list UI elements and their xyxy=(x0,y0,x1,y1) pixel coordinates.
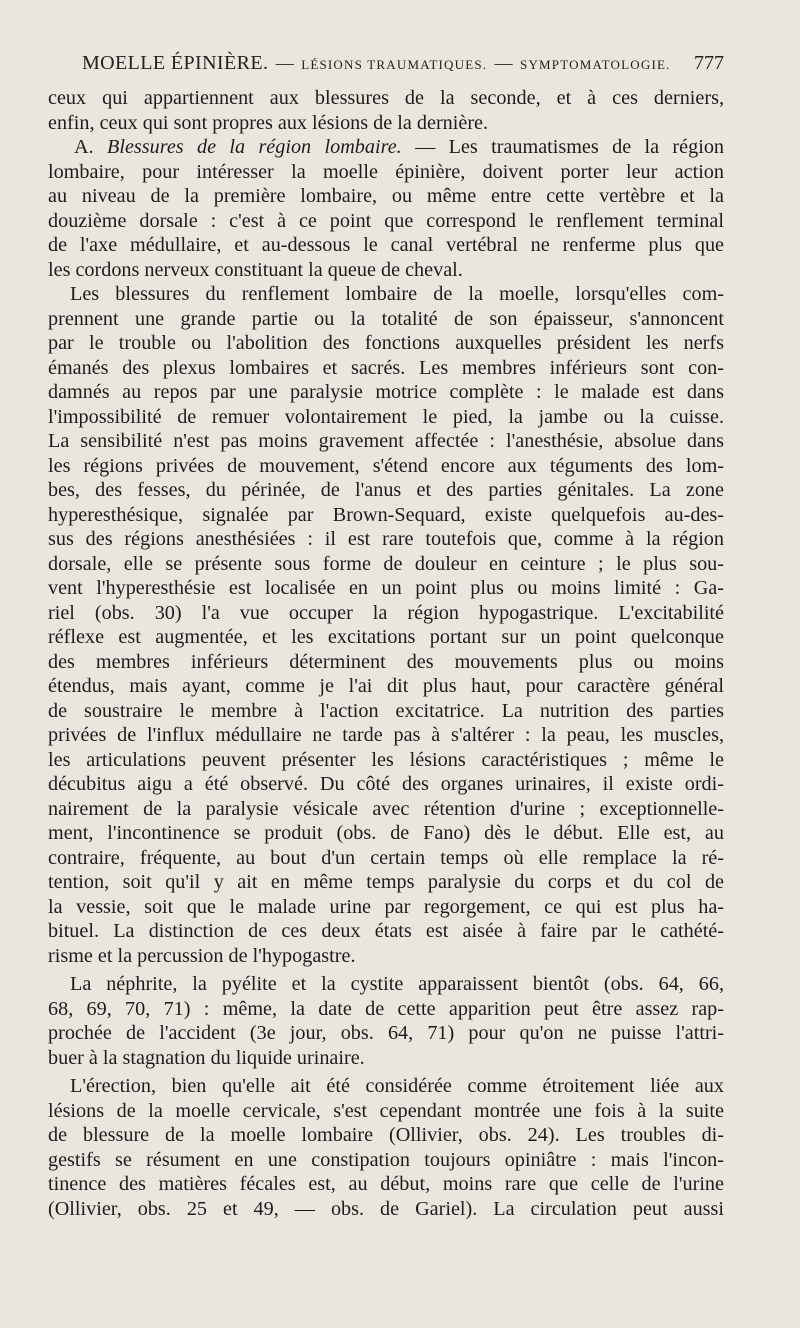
text-line: de l'axe médullaire, et au-dessous le canal vertébral ne renferme plus que xyxy=(48,234,724,256)
text-line: riel (obs. 30) l'a vue occuper la région hypogastrique. L'excitabilité xyxy=(48,601,724,624)
text-line: damnés au repos par une paralysie motrice complète : le malade est dans xyxy=(48,381,724,403)
text-line: 68, 69, 70, 71) : même, la date de cette apparition peut être assez rap- xyxy=(48,997,724,1020)
text-line: La sensibilité n'est pas moins gravement affectée : l'anesthésie, absolue dans xyxy=(48,430,724,452)
text-line: étendus, mais ayant, comme je l'ai dit plus haut, pour caractère général xyxy=(48,675,724,697)
running-head-subsection: SYMPTOMATOLOGIE. xyxy=(520,57,671,72)
text-line: (Ollivier, obs. 25 et 49, — obs. de Gariel). La circulation peut aussi xyxy=(48,1197,724,1220)
text-line: gestifs se résument en une constipation toujours opiniâtre : mais l'incon- xyxy=(48,1148,724,1171)
paragraph-1 xyxy=(48,86,724,135)
text-line: décubitus aigu a été observé. Du côté des organes urinaires, il existe ordi- xyxy=(48,773,724,795)
paragraph-3 xyxy=(48,282,724,968)
text-line: tention, soit qu'il y ait en même temps paralysie du corps et du col de xyxy=(48,871,724,893)
text-line: l'impossibilité de remuer volontairement le pied, la jambe ou la cuisse. xyxy=(48,405,724,428)
text-line: La néphrite, la pyélite et la cystite apparaissent bientôt (obs. 64, 66, xyxy=(70,973,724,995)
text-line: douzième dorsale : c'est à ce point que correspond le renflement terminal xyxy=(48,209,724,232)
body-text xyxy=(48,86,724,1221)
text-line: les cordons nerveux constituant la queue de cheval. xyxy=(48,258,463,281)
text-line: privées de l'influx médullaire ne tarde pas à s'altérer : la peau, les muscles, xyxy=(48,724,724,746)
text-line: sus des régions anesthésiées : il est rare toutefois que, comme à la région xyxy=(48,528,724,550)
text-line: réflexe est augmentée, et les excitations portant sur un point quelconque xyxy=(48,626,724,648)
text-line: dorsale, elle se présente sous forme de douleur en ceinture ; le plus sou- xyxy=(48,552,724,575)
section-first-line-text: — Les traumatismes de la région xyxy=(415,136,724,158)
text-line: Les blessures du renflement lombaire de la moelle, lorsqu'elles com- xyxy=(70,283,724,305)
section-a-first-line xyxy=(48,135,724,160)
text-line: la vessie, soit que le malade urine par regorgement, ce qui est plus ha- xyxy=(48,895,724,918)
text-line: buer à la stagnation du liquide urinaire. xyxy=(48,1046,365,1069)
running-head-section: LÉSIONS TRAUMATIQUES. xyxy=(301,57,488,72)
text-line: enfin, ceux qui sont propres aux lésions de la dernière. xyxy=(48,111,489,134)
running-head-dash-1: — xyxy=(275,53,294,73)
text-line: par le trouble ou l'abolition des fonctions auxquelles président les nerfs xyxy=(48,332,724,354)
text-line: lombaire, pour intéresser la moelle épinière, doivent porter leur action xyxy=(48,160,724,183)
text-line: tinence des matières fécales est, au début, moins rare que celle de l'urine xyxy=(48,1173,724,1195)
text-line: ceux qui appartiennent aux blessures de la seconde, et à ces derniers, xyxy=(48,87,724,109)
text-line: les régions privées de mouvement, s'étend encore aux téguments des lom- xyxy=(48,454,724,477)
text-line: hyperesthésique, signalée par Brown-Sequard, existe quelquefois au-des- xyxy=(48,503,724,526)
paragraph-section-a xyxy=(48,135,724,282)
text-line: vent l'hyperesthésie est localisée en un point plus ou moins limité : Ga- xyxy=(48,577,724,599)
text-line: bituel. La distinction de ces deux états est aisée à faire par le cathété- xyxy=(48,920,724,942)
text-line: de soustraire le membre à l'action excitatrice. La nutrition des parties xyxy=(48,699,724,722)
text-line: L'érection, bien qu'elle ait été considérée comme étroitement liée aux xyxy=(70,1075,724,1097)
text-line: ment, l'incontinence se produit (obs. de Fano) dès le début. Elle est, au xyxy=(48,822,724,844)
text-line: bes, des fesses, du périnée, de l'anus et des parties génitales. La zone xyxy=(48,479,724,501)
text-line: prennent une grande partie ou la totalité de son épaisseur, s'annoncent xyxy=(48,307,724,330)
text-line: au niveau de la première lombaire, ou même entre cette vertèbre et la xyxy=(48,185,724,207)
text-line: de blessure de la moelle lombaire (Ollivier, obs. 24). Les troubles di- xyxy=(48,1124,724,1146)
text-line: prochée de l'accident (3e jour, obs. 64, 71) pour qu'on ne puisse l'attri- xyxy=(48,1022,724,1044)
text-line: risme et la percussion de l'hypogastre. xyxy=(48,944,356,967)
section-label: A. xyxy=(74,136,94,158)
paragraph-4 xyxy=(48,972,724,1070)
text-line: les articulations peuvent présenter les lésions caractéristiques ; même le xyxy=(48,748,724,771)
text-line: lésions de la moelle cervicale, s'est cependant montrée une fois à la suite xyxy=(48,1099,724,1122)
section-heading: Blessures de la région lombaire. xyxy=(107,136,402,158)
page-number: 777 xyxy=(693,52,724,74)
text-line: des membres inférieurs déterminent des mouvements plus ou moins xyxy=(48,650,724,673)
running-head-dash-2: — xyxy=(494,53,513,73)
text-line: contraire, fréquente, au bout d'un certain temps où elle remplace la ré- xyxy=(48,846,724,869)
running-head-title: MOELLE ÉPINIÈRE. xyxy=(82,52,269,74)
paragraph-5 xyxy=(48,1074,724,1221)
text-line: nairement de la paralysie vésicale avec rétention d'urine ; exceptionnelle- xyxy=(48,797,724,820)
running-head xyxy=(82,52,724,86)
text-line: émanés des plexus lombaires et sacrés. Les membres inférieurs sont con- xyxy=(48,356,724,379)
